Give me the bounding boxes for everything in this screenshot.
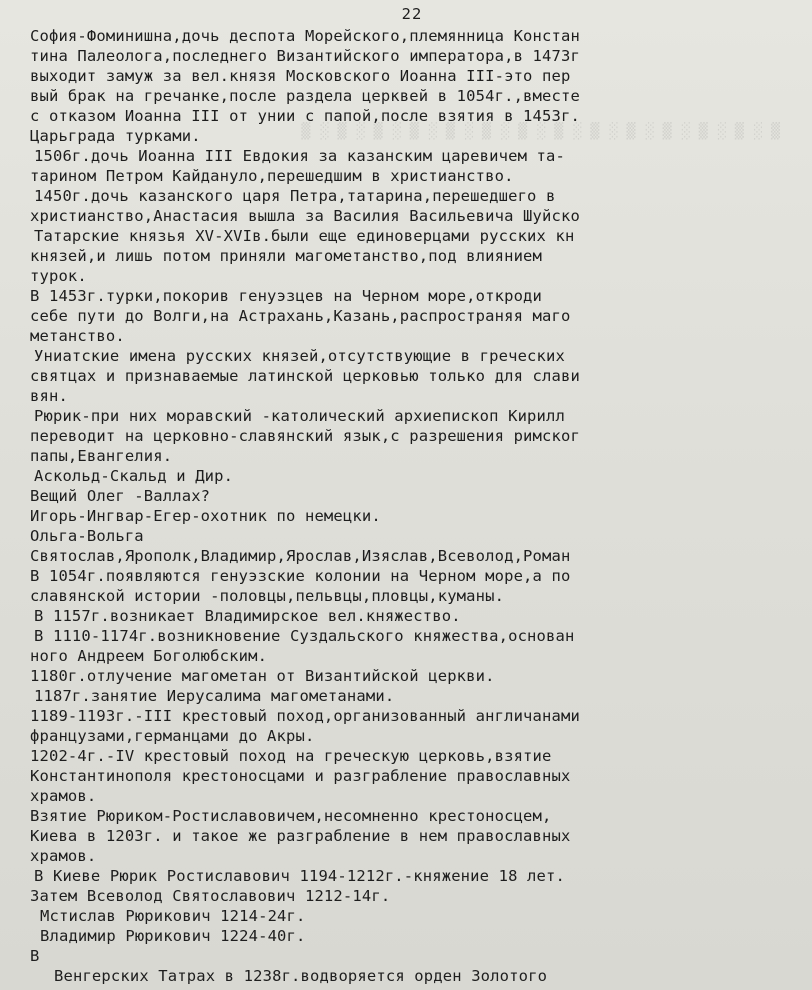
paragraph (30, 606, 794, 626)
text-line: Затем Всеволод Святославович 1212-14г. (30, 887, 391, 905)
bleed-through-texture: ▒ ░ ▒ ░ ▒ ░ ▒ ░ ▒ ░ ▒ ░ ▒ ░ ▒ ░ ▒ ░ ▒ ░ ▒ ░ ▒ ░ ▒ ░ ▒ (301, 122, 780, 140)
text-line: вян. (30, 387, 68, 405)
paragraph (30, 406, 794, 466)
page-number: 22 (401, 5, 423, 23)
paragraph (30, 466, 794, 566)
text-line: французами,германцами до Акры. (30, 727, 315, 745)
text-line: Взятие Рюриком-Ростиславовичем,несомненно крестоносцем, (30, 807, 552, 825)
text-line: турок. (30, 267, 87, 285)
text-line: славянской истории -половцы,пельвцы,пловцы,куманы. (30, 587, 505, 605)
paragraph (30, 946, 794, 966)
text-line: папы,Евангелия. (30, 447, 173, 465)
text-line: тина Палеолога,последнего Византийского императора,в 1473г (30, 47, 580, 65)
paragraph (30, 806, 794, 866)
text-line: христианство,Анастасия вышла за Василия Васильевича Шуйско (30, 207, 580, 225)
text-line: В Киеве Рюрик Ростиславович 1194-1212г.-княжение 18 лет. (34, 867, 565, 885)
text-line: Рюрик-при них моравский -католический архиепископ Кирилл (34, 407, 565, 425)
paragraph (30, 686, 794, 706)
text-line: Вещий Олег -Валлах? (30, 487, 211, 505)
text-line: В (30, 947, 40, 965)
paragraph (30, 906, 794, 946)
paragraph (30, 706, 794, 746)
paragraph (30, 626, 794, 666)
text-line: Мстислав Рюрикович 1214-24г. (40, 907, 306, 925)
text-line: 1450г.дочь казанского царя Петра,татарина,перешедшего в (34, 187, 556, 205)
text-line: София-Фоминишна,дочь деспота Морейского,племянница Констан (30, 27, 580, 45)
text-line: князей,и лишь потом приняли магометанство,под влиянием (30, 247, 543, 265)
paragraph (30, 566, 794, 606)
paragraph (30, 346, 794, 406)
text-line: 1506г.дочь Иоанна III Евдокия за казанским царевичем та- (34, 147, 565, 165)
text-line: Святослав,Ярополк,Владимир,Ярослав,Изяслав,Всеволод,Роман (30, 547, 571, 565)
text-line: Татарские князья XV-XVIв.были еще единоверцами русских кн (34, 227, 575, 245)
text-line: тарином Петром Кайдануло,перешедшим в христианство. (30, 167, 514, 185)
paragraph (30, 866, 794, 906)
text-line: переводит на церковно-славянский язык,с разрешения римског (30, 427, 580, 445)
text-line: 1180г.отлучение магометан от Византийской церкви. (30, 667, 495, 685)
text-line: В 1453г.турки,покорив генуэзцев на Черном море,откроди (30, 287, 543, 305)
paragraph (30, 186, 794, 226)
paragraph (30, 746, 794, 806)
text-line: Владимир Рюрикович 1224-40г. (40, 927, 306, 945)
text-line: 1187г.занятие Иерусалима магометанами. (34, 687, 395, 705)
text-line: выходит замуж за вел.князя Московского Иоанна III-это пер (30, 67, 571, 85)
paragraph (30, 226, 794, 286)
text-line: В 1110-1174г.возникновение Суздальского княжества,основан (34, 627, 575, 645)
text-line: Киева в 1203г. и такое же разграбление в нем православных (30, 827, 571, 845)
text-line: Аскольд-Скальд и Дир. (34, 467, 234, 485)
body-text (30, 26, 794, 986)
text-line: Ольга-Вольга (30, 527, 144, 545)
paragraph (30, 666, 794, 686)
text-line: В 1054г.появляются генуэзские колонии на Черном море,а по (30, 567, 571, 585)
text-line: 1189-1193г.-III крестовый поход,организованный англичанами (30, 707, 580, 725)
text-line: Константинополя крестоносцами и разграбление православных (30, 767, 571, 785)
text-line: храмов. (30, 787, 97, 805)
paragraph (30, 286, 794, 346)
text-line: метанство. (30, 327, 125, 345)
paragraph (30, 146, 794, 186)
text-line: 1202-4г.-IV крестовый поход на греческую церковь,взятие (30, 747, 552, 765)
paragraph (30, 966, 794, 986)
paragraph (30, 26, 794, 146)
text-line: храмов. (30, 847, 97, 865)
text-line: В 1157г.возникает Владимирское вел.княжество. (34, 607, 461, 625)
text-line: святцах и признаваемые латинской церковью только для слави (30, 367, 580, 385)
text-line: ного Андреем Боголюбским. (30, 647, 268, 665)
text-line: Венгерских Татрах в 1238г.водворяется орден Золотого (54, 967, 548, 985)
text-line: с отказом Иоанна III от унии с папой,после взятия в 1453г. (30, 107, 580, 125)
text-line: себе пути до Волги,на Астрахань,Казань,распространяя маго (30, 307, 571, 325)
text-line: Игорь-Ингвар-Егер-охотник по немецки. (30, 507, 381, 525)
text-line: вый брак на гречанке,после раздела церквей в 1054г.,вместе (30, 87, 580, 105)
text-line: Униатские имена русских князей,отсутствующие в греческих (34, 347, 565, 365)
text-line: Царьграда турками. (30, 127, 201, 145)
